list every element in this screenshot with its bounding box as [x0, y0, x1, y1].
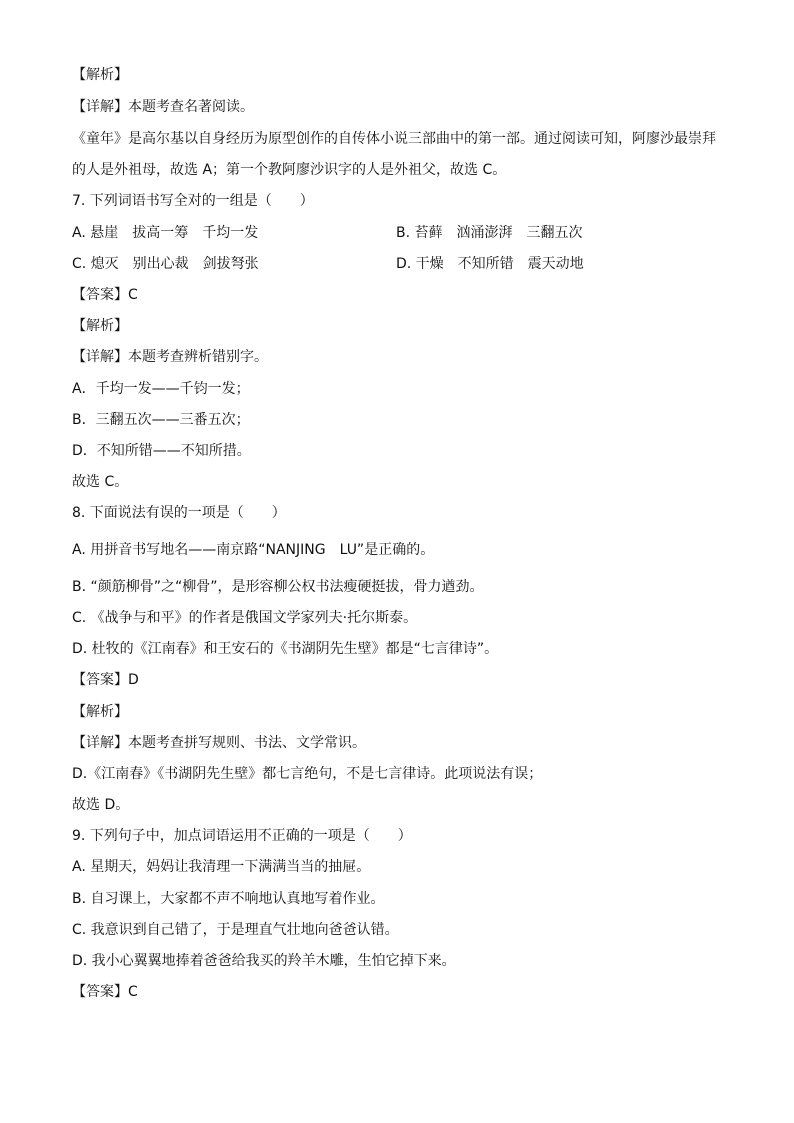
- question-9-option-b: B. 自习课上，大家都不声不响地认真地写着作业。: [72, 891, 385, 907]
- question-8-option-c: C. 《战争与和平》的作者是俄国文学家列夫·托尔斯泰。: [72, 610, 418, 626]
- question-8-detail: D.《江南春》《书湖阴先生壁》都七言绝句，不是七言律诗。此项说法有误；: [72, 766, 543, 782]
- question-8-stem: 8. 下面说法有误的一项是（ ）: [72, 505, 286, 521]
- explanation-text: 【详解】本题考查名著阅读。: [72, 99, 254, 115]
- explanation-paragraph-line-1: 《童年》是高尔基以自身经历为原型创作的自传体小说三部曲中的第一部。通过阅读可知，阿廖沙最崇拜: [72, 131, 716, 147]
- question-7-conclusion: 故选 C。: [72, 474, 129, 490]
- question-8-conclusion: 故选 D。: [72, 797, 130, 813]
- question-9-option-a: A. 星期天，妈妈让我清理一下满满当当的抽屉。: [72, 859, 371, 875]
- question-8-option-b: B. “颜筋柳骨”之“柳骨”，是形容柳公权书法瘦硬挺拔，骨力遒劲。: [72, 579, 484, 595]
- question-8-option-d: D. 杜牧的《江南春》和王安石的《书湖阴先生壁》都是“七言律诗”。: [72, 641, 499, 657]
- question-7-option-a: A. 悬崖 拔高一筹 千均一发: [72, 225, 259, 241]
- question-9-option-d: D. 我小心翼翼地捧着爸爸给我买的羚羊木雕，生怕它掉下来。: [72, 953, 456, 969]
- question-8-answer: 【答案】D: [72, 672, 139, 688]
- question-7-correction-d: D．不知所错——不知所措。: [72, 443, 251, 459]
- question-9-stem: 9. 下列句子中，加点词语运用不正确的一项是（ ）: [72, 828, 412, 844]
- question-7-option-b: B. 苔藓 汹涌澎湃 三翻五次: [396, 225, 583, 241]
- question-9-option-c: C. 我意识到自己错了，于是理直气壮地向爸爸认错。: [72, 922, 399, 938]
- question-7-stem: 7. 下列词语书写全对的一组是（ ）: [72, 193, 314, 209]
- question-8-explanation: 【详解】本题考查拼写规则、书法、文学常识。: [72, 735, 366, 751]
- question-7-answer: 【答案】C: [72, 287, 138, 303]
- explanation-paragraph-line-2: 的人是外祖母，故选 A；第一个教阿廖沙识字的人是外祖父，故选 C。: [72, 162, 507, 178]
- question-7-explanation: 【详解】本题考查辨析错别字。: [72, 349, 268, 365]
- question-7-correction-a: A．千均一发——千钧一发；: [72, 381, 250, 397]
- question-7-option-c: C. 熄灭 别出心裁 剑拔弩张: [72, 256, 259, 272]
- question-9-answer: 【答案】C: [72, 984, 138, 1000]
- question-8-option-a: A. 用拼音书写地名——南京路“NANJING LU”是正确的。: [72, 542, 435, 558]
- question-7-analysis-heading: 【解析】: [72, 318, 128, 334]
- question-7-option-d: D. 干燥 不知所错 震天动地: [396, 256, 584, 272]
- analysis-heading: 【解析】: [72, 67, 128, 83]
- question-8-analysis-heading: 【解析】: [72, 704, 128, 720]
- question-7-correction-b: B．三翻五次——三番五次；: [72, 412, 250, 428]
